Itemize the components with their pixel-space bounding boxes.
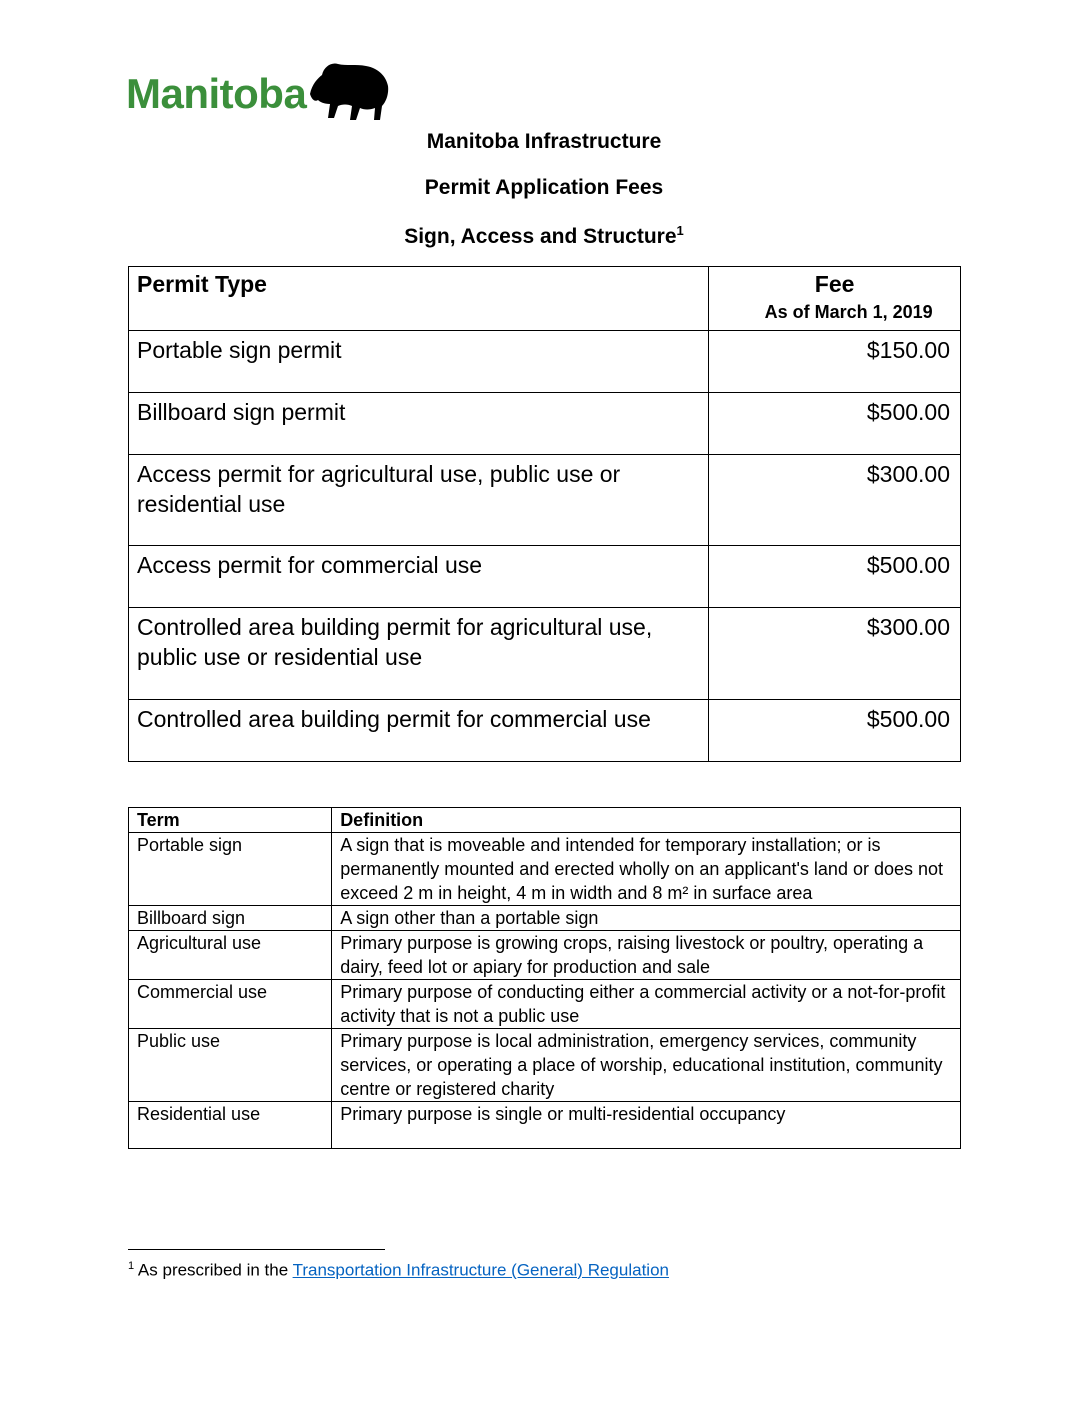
permit-type: Access permit for agricultural use, public use or residential use (129, 455, 709, 546)
permit-fee: $150.00 (709, 331, 961, 393)
heading-department: Manitoba Infrastructure (426, 130, 662, 153)
table-row (129, 833, 961, 906)
term-header: Term (129, 808, 332, 833)
bison-icon (308, 60, 390, 122)
table-row (129, 608, 961, 700)
table-row (129, 546, 961, 608)
table-row (129, 331, 961, 393)
footnote (128, 1260, 669, 1281)
table-row (129, 980, 961, 1029)
table-row (129, 931, 961, 980)
definitions-header (129, 808, 961, 833)
definition: A sign other than a portable sign (332, 906, 961, 931)
table-row (129, 455, 961, 546)
definition: Primary purpose is growing crops, raising livestock or poultry, operating a dairy, feed lot or apiary for production and sale (332, 931, 961, 980)
term: Portable sign (129, 833, 332, 906)
term: Residential use (129, 1102, 332, 1149)
footnote-ref: 1 (676, 223, 684, 238)
heading-title: Permit Application Fees (424, 176, 664, 199)
permit-fee: $500.00 (709, 546, 961, 608)
term: Billboard sign (129, 906, 332, 931)
table-row (129, 700, 961, 762)
fee-header-label: Fee (814, 271, 855, 297)
footnote-marker: 1 (128, 1260, 135, 1272)
logo-wordmark: Manitoba (126, 70, 307, 117)
definition: Primary purpose of conducting either a commercial activity or a not-for-profit activity that is not a public use (332, 980, 961, 1029)
heading-subtitle-text: Sign, Access and Structure (404, 225, 677, 248)
term: Agricultural use (129, 931, 332, 980)
term: Public use (129, 1029, 332, 1102)
permit-fee: $500.00 (709, 393, 961, 455)
fee-header-date: As of March 1, 2019 (764, 302, 933, 322)
manitoba-logo (126, 60, 391, 122)
permit-type: Controlled area building permit for agricultural use, public use or residential use (129, 608, 709, 700)
footnote-text: As prescribed in the (137, 1260, 293, 1280)
permit-type: Access permit for commercial use (129, 546, 709, 608)
fee-header (709, 267, 961, 331)
table-row (129, 1102, 961, 1149)
definition: A sign that is moveable and intended for temporary installation; or is permanently mounted and erected wholly on an applicant's land or does not exceed 2 m in height, 4 m in width and 8 m² in surface area (332, 833, 961, 906)
fee-table-header (129, 267, 961, 331)
definitions-table (128, 807, 961, 1149)
fee-table (128, 266, 961, 762)
permit-type: Controlled area building permit for commercial use (129, 700, 709, 762)
permit-type: Portable sign permit (129, 331, 709, 393)
heading-subtitle (0, 223, 1088, 249)
permit-fee: $300.00 (709, 608, 961, 700)
footnote-divider (128, 1249, 385, 1250)
table-row (129, 393, 961, 455)
definition: Primary purpose is local administration, emergency services, community services, or operating a place of worship, educational institution, community centre or registered charity (332, 1029, 961, 1102)
regulation-link[interactable]: Transportation Infrastructure (General) Regulation (292, 1260, 669, 1280)
permit-fee: $300.00 (709, 455, 961, 546)
permit-type-header: Permit Type (129, 267, 709, 331)
table-row (129, 1029, 961, 1102)
term: Commercial use (129, 980, 332, 1029)
definition-header: Definition (332, 808, 961, 833)
permit-fee: $500.00 (709, 700, 961, 762)
permit-type: Billboard sign permit (129, 393, 709, 455)
definition: Primary purpose is single or multi-residential occupancy (332, 1102, 961, 1149)
table-row (129, 906, 961, 931)
